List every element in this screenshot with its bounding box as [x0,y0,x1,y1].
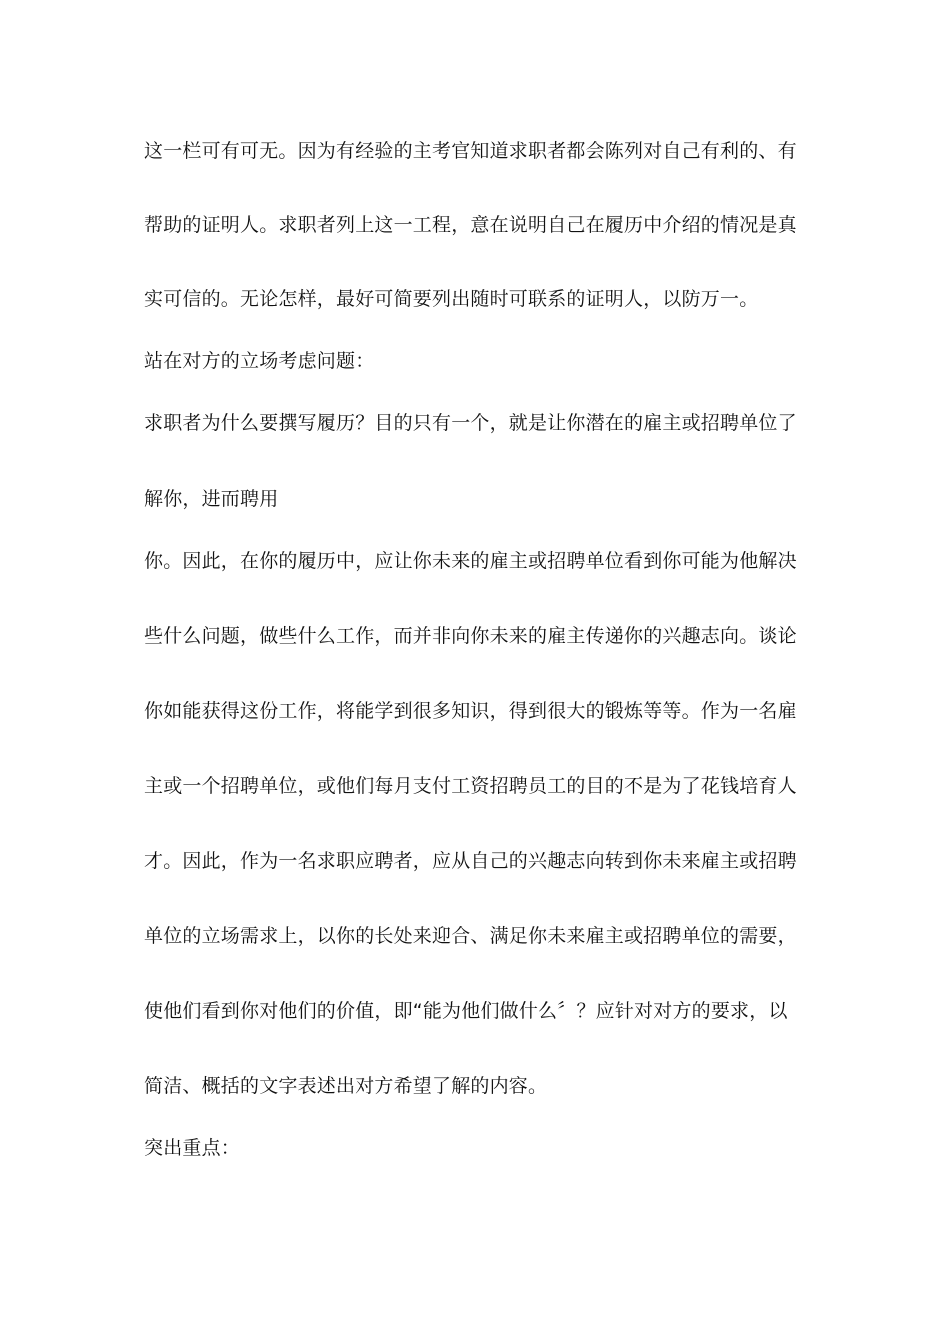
paragraph-line-7: 你。因此，在你的履历中，应让你未来的雇主或招聘单位看到你可能为他解决 [144,550,797,572]
paragraph-line-14: 简洁、概括的文字表述出对方希望了解的内容。 [144,1075,548,1097]
paragraph-line-13: 使他们看到你对他们的价值，即“能为他们做什么〞？应针对对方的要求，以 [144,1000,788,1022]
paragraph-line-9: 你如能获得这份工作，将能学到很多知识，得到很大的锻炼等等。作为一名雇 [144,700,797,722]
paragraph-line-2: 帮助的证明人。求职者列上这一工程，意在说明自己在履历中介绍的情况是真 [144,214,797,236]
section-heading-highlight: 突出重点： [144,1137,241,1159]
paragraph-line-8: 些什么问题，做些什么工作，而并非向你未来的雇主传递你的兴趣志向。谈论 [144,625,797,647]
paragraph-line-5: 求职者为什么要撰写履历？目的只有一个，就是让你潜在的雇主或招聘单位了 [144,412,797,434]
paragraph-line-6: 解你，进而聘用 [144,488,279,510]
section-heading-perspective: 站在对方的立场考虑问题： [144,350,375,372]
paragraph-line-11: 才。因此，作为一名求职应聘者，应从自己的兴趣志向转到你未来雇主或招聘 [144,850,797,872]
paragraph-line-12: 单位的立场需求上，以你的长处来迎合、满足你未来雇主或招聘单位的需要， [144,925,797,947]
paragraph-line-10: 主或一个招聘单位，或他们每月支付工资招聘员工的目的不是为了花钱培育人 [144,775,797,797]
paragraph-line-3: 实可信的。无论怎样，最好可简要列出随时可联系的证明人，以防万一。 [144,288,759,310]
paragraph-line-1: 这一栏可有可无。因为有经验的主考官知道求职者都会陈列对自己有利的、有 [144,140,797,162]
